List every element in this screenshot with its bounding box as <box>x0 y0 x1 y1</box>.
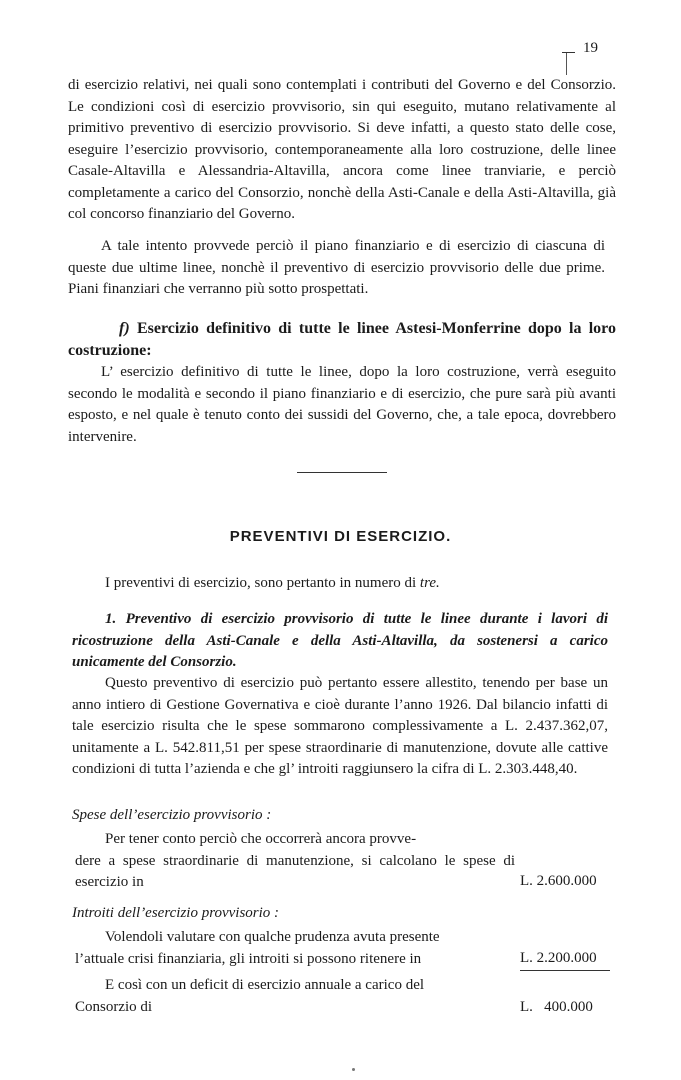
paragraph-1: di esercizio relativi, nei quali sono contemplati i contributi del Governo e del Consorzio. Le condizioni così di esercizio provvisorio, sin qui eseguito, mutano relativamente al primitivo preventivo di esercizio provvisorio. Si deve infatti, a questo stato delle cose, eseguire l’esercizio provvisorio, contemporaneamente alla loro costruzione, delle linee Casale-Altavilla e Alessandria-Altavilla, ancora come linee tranviarie, e perciò completamente a carico del Consorzio, nonchè della Asti-Canale e della Asti-Altavilla, già col concorso finanziario del Governo. <box>68 77 616 222</box>
spese-text-rest: dere a spese straordinarie di manutenzione, si calcolano le spese di esercizio in <box>75 852 515 890</box>
section-divider <box>297 472 387 473</box>
paragraph-2: A tale intento provvede perciò il piano finanziario e di esercizio di ciascuna di queste due ultime linee, nonchè il preventivo di esercizio provvisorio delle due prime. Piani finanziari che verranno più sotto prospettati. <box>68 238 605 297</box>
deficit-text-first: E così con un deficit di esercizio annuale a carico del <box>105 977 425 993</box>
subsection-label: f) <box>119 320 130 337</box>
deficit-text-rest: Consorzio di <box>75 998 153 1015</box>
section-title: PREVENTIVI DI ESERCIZIO. <box>229 528 452 545</box>
paragraph-4-text: I preventivi di esercizio, sono pertanto in numero di <box>105 575 417 591</box>
preventivo-heading-1: 1. Preventivo di esercizio provvisorio di tutte le linee durante i lavori di ricostruzione della Asti-Canale e della Asti-Altavilla, da sostenersi a carico unicamente del Consorzio. <box>72 611 608 670</box>
page-number: 19 <box>583 40 598 56</box>
paragraph-4 <box>105 573 605 595</box>
paragraph-3: L’ esercizio definitivo di tutte le linee, dopo la loro costruzione, verrà eseguito secondo le modalità e secondo il piano finanziario e di esercizio, che pure sarà più avanti esposto, e nel quale è tenuto conto dei sussidi del Governo, che, a tale epoca, dovrebbero intervenire. <box>68 364 616 445</box>
introiti-label: Introiti dell’esercizio provvisorio : <box>72 905 280 921</box>
subsection-title: Esercizio definitivo di tutte le linee Astesi-Monferrine dopo la loro costruzione: <box>68 320 616 359</box>
introiti-text-first: Volendoli valutare con qualche prudenza avuta presente <box>105 929 440 945</box>
deficit-amount: L. 400.000 <box>520 999 593 1015</box>
marker-dash <box>562 52 575 53</box>
paper-speck <box>352 1068 355 1071</box>
introiti-amount: L. 2.200.000 <box>520 948 610 971</box>
paragraph-4-emphasis: tre. <box>419 575 440 591</box>
marker-bar <box>566 53 567 75</box>
subsection-heading-f <box>68 318 616 362</box>
introiti-text <box>75 927 515 970</box>
spese-text <box>75 829 515 894</box>
spese-text-first: Per tener conto perciò che occorrerà ancora provve- <box>105 831 417 847</box>
spese-amount: L. 2.600.000 <box>520 873 597 889</box>
paragraph-5: Questo preventivo di esercizio può pertanto essere allestito, tenendo per base un anno intiero di Gestione Governativa e cioè durante l’anno 1926. Dal bilancio infatti di tale esercizio risulta che le spese sommarono complessivamente a L. 2.437.362,07, unitamente a L. 542.811,51 per spese straordinarie di manutenzione, dovute alle cattive condizioni di tutta l’azienda e che gl’ introiti raggiunsero la cifra di L. 2.303.448,40. <box>72 675 608 777</box>
introiti-text-rest: l’attuale crisi finanziaria, gli introiti si possono ritenere in <box>75 950 422 967</box>
spese-label: Spese dell’esercizio provvisorio : <box>72 807 272 823</box>
deficit-text <box>75 975 515 1018</box>
